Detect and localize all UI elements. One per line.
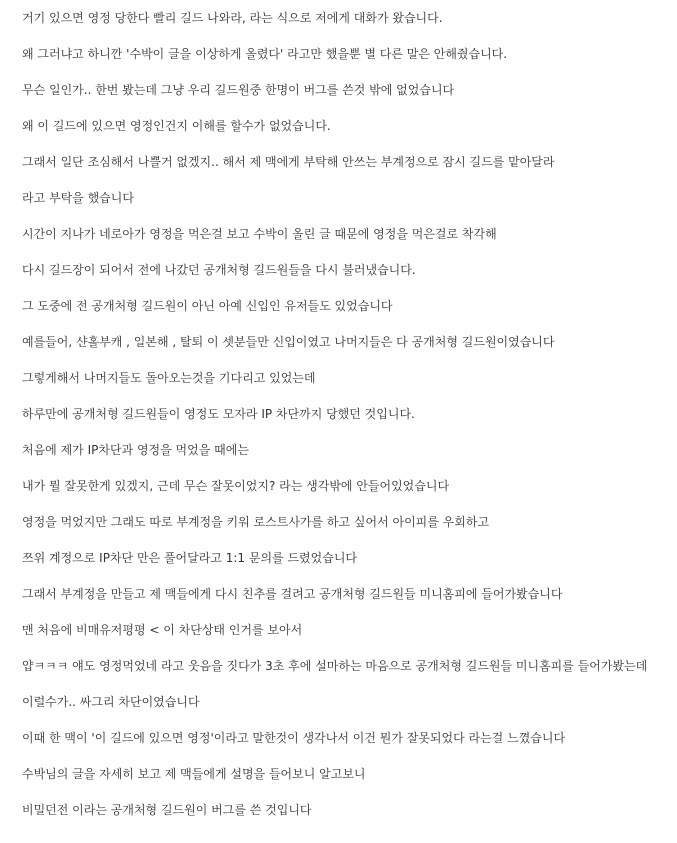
paragraph: 내가 뭘 잘못한게 있겠지, 근데 무슨 잘못이었지? 라는 생각밖에 안들어있었습니다: [22, 479, 450, 493]
paragraph: 왜 그러냐고 하니깐 '수박이 글을 이상하게 올렸다' 라고만 했을뿐 별 다른 말은 안해줬습니다.: [22, 47, 508, 61]
paragraph: 처음에 제가 IP차단과 영정을 먹었을 때에는: [22, 443, 249, 457]
paragraph: 그래서 부계정을 만들고 제 맥들에게 다시 친추를 걸려고 공개처형 길드원들 미니홈피에 들어가봤습니다: [22, 587, 563, 601]
paragraph: 그 도중에 전 공개처형 길드원이 아닌 아예 신입인 유저들도 있었습니다: [22, 299, 393, 313]
paragraph: 다시 길드장이 되어서 전에 나갔던 공개처형 길드원들을 다시 불러냈습니다.: [22, 263, 416, 277]
paragraph: 무슨 일인가.. 한번 봤는데 그냥 우리 길드원중 한명이 버그를 쓴것 밖에 없었습니다: [22, 83, 455, 97]
paragraph: 영정을 먹었지만 그래도 따로 부계정을 키워 로스트사가를 하고 싶어서 아이피를 우회하고: [22, 515, 490, 529]
paragraph: 그래서 일단 조심해서 나쁠거 없겠지.. 해서 제 맥에게 부탁해 안쓰는 부계정으로 잠시 길드를 맡아달라: [22, 155, 555, 169]
paragraph: 쯔위 계정으로 IP차단 만은 풀어달라고 1:1 문의를 드렸었습니다: [22, 551, 357, 565]
paragraph: 라고 부탁을 했습니다: [22, 191, 134, 205]
paragraph: 하루만에 공개처형 길드원들이 영정도 모자라 IP 차단까지 당했던 것입니다.: [22, 407, 415, 421]
paragraph: 그렇게해서 나머지들도 돌아오는것을 기다리고 있었는데: [22, 371, 316, 385]
paragraph: 거기 있으면 영정 당한다 빨리 길드 나와라, 라는 식으로 저에게 대화가 왔습니다.: [22, 11, 443, 25]
paragraph: 왜 이 길드에 있으면 영정인건지 이해를 할수가 없었습니다.: [22, 119, 331, 133]
paragraph: 수박님의 글을 자세히 보고 제 맥들에게 설명을 들어보니 알고보니: [22, 767, 366, 781]
paragraph: 비밀던전 이라는 공개처형 길드원이 버그를 쓴 것입니다: [22, 803, 312, 817]
paragraph: 맨 처음에 비매유저평평 < 이 차단상태 인거를 보아서: [22, 623, 303, 637]
paragraph: 이럴수가.. 싸그리 차단이였습니다: [22, 695, 200, 709]
paragraph: 예를들어, 샨홀부캐 , 일본해 , 탈퇴 이 셋분들만 신입이였고 나머지들은 다 공개처형 길드원이였습니다: [22, 335, 555, 349]
paragraph: 이때 한 맥이 '이 길드에 있으면 영정'이라고 말한것이 생각나서 이건 뭔가 잘못되었다 라는걸 느꼈습니다: [22, 731, 566, 745]
paragraph: 시간이 지나가 네로아가 영정을 먹은걸 보고 수박이 올린 글 때문에 영정을 먹은걸로 착각해: [22, 227, 497, 241]
paragraph: 얍ㅋㅋㅋ 얘도 영정먹었네 라고 웃음을 짓다가 3초 후에 설마하는 마음으로 공개처형 길드원들 미니홈피를 들어가봤는데: [22, 659, 648, 673]
